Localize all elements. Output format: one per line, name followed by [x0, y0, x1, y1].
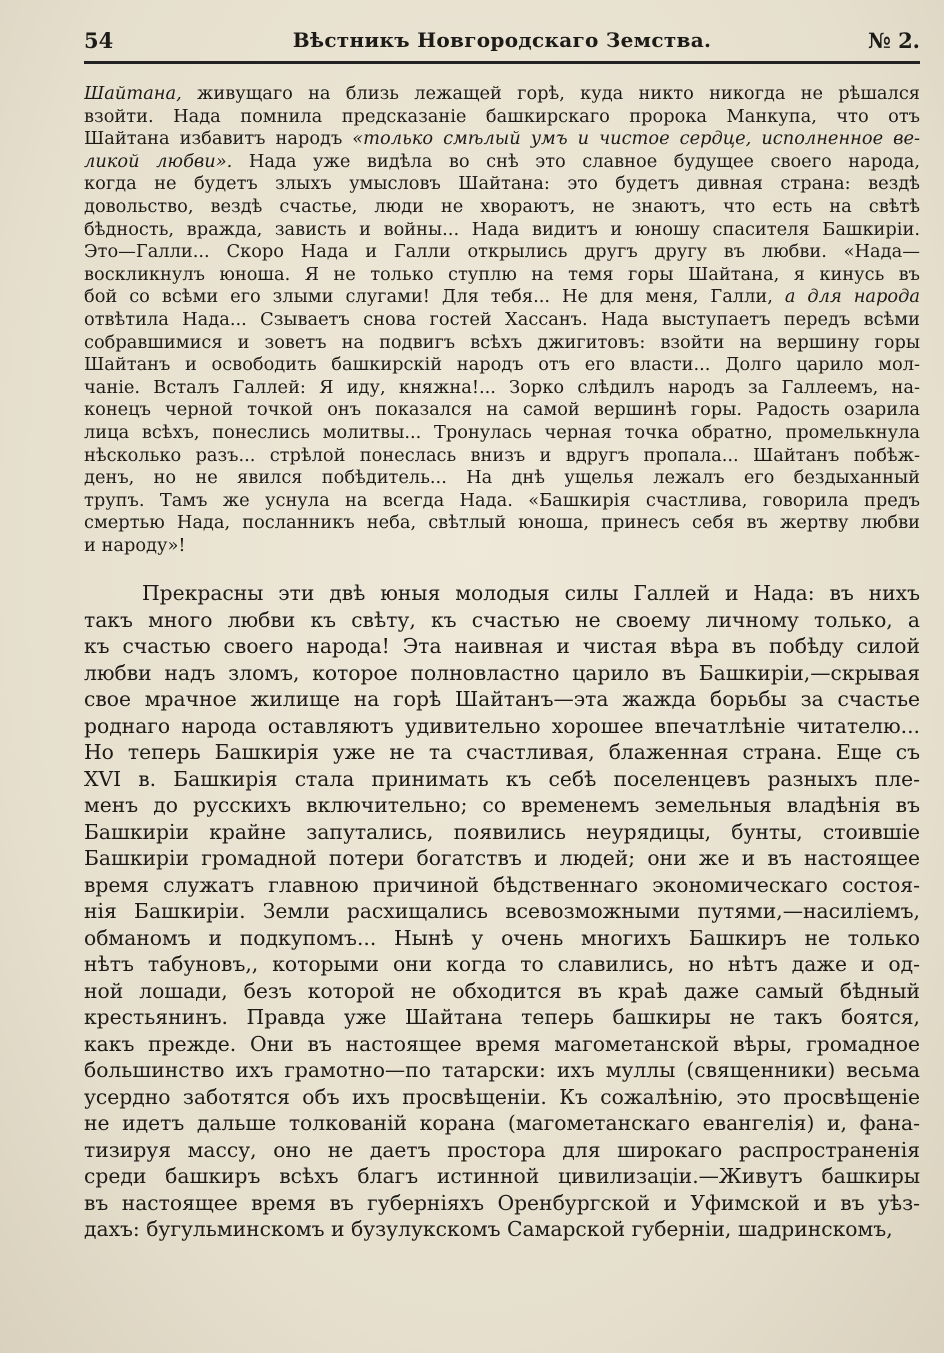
text-line [84, 512, 920, 535]
text-run: роднаго народа оставляютъ удивительно хорошее впечатлѣніе читателю... [84, 713, 920, 738]
text-line [84, 739, 920, 766]
text-line [84, 1084, 920, 1111]
text-line [84, 445, 920, 468]
text-run: «только смѣлый умъ и чистое сердце, исполненное ве- [352, 128, 920, 150]
text-run: живущаго на близь лежащей горѣ, куда никто никогда не рѣшался [181, 83, 920, 104]
text-run: Нада уже видѣла во снѣ это славное будущее своего народа, [232, 150, 920, 172]
text-line [84, 898, 920, 925]
text-run: Но теперь Башкирія уже не та счастливая, блаженная страна. Еще съ [84, 740, 920, 764]
text-run: довольство, вездѣ счастье, люди не хвораютъ, не знаютъ, что есть на свѣтѣ [84, 195, 920, 217]
text-line [84, 264, 920, 287]
text-run: такъ много любви къ свѣту, къ счастью не своему личному только, а [84, 607, 920, 632]
text-run: отвѣтила Нада... Сзываетъ снова гостей Хассанъ. Нада выступаетъ передъ всѣми [84, 308, 920, 330]
text-run: большинство ихъ грамотно—по татарски: ихъ муллы (священники) весьма [84, 1058, 920, 1082]
text-run: Шайтанъ и освободить башкирскій народъ отъ его власти... Долго царило мол- [84, 354, 920, 376]
text-line [84, 467, 920, 490]
text-line [84, 309, 920, 332]
text-line [84, 490, 920, 513]
text-line [84, 1110, 920, 1137]
text-run: не идетъ дальше толкованій корана (магометанскаго евангелія) и, фана- [84, 1111, 920, 1135]
text-run: Башкиріи крайне запутались, появились неурядицы, бунты, стоившіе [84, 819, 920, 844]
text-line [84, 1137, 920, 1164]
text-run: усердно заботятся объ ихъ просвѣщеніи. Къ сожалѣнію, это просвѣщеніе [84, 1084, 920, 1109]
text-line [84, 580, 920, 607]
text-run: смертью Нада, посланникъ неба, свѣтлый юноша, принесъ себя въ жертву любви [84, 512, 920, 534]
text-run: трупъ. Тамъ же уснула на всегда Нада. «Башкирія счастлива, говорила предъ [84, 489, 920, 511]
text-line [84, 354, 920, 377]
text-line [84, 978, 920, 1005]
text-line [84, 128, 920, 151]
text-line [84, 925, 920, 952]
text-line [84, 332, 920, 355]
paragraph-main-text [84, 580, 920, 1243]
text-line [84, 766, 920, 793]
text-line [84, 713, 920, 740]
text-run: Башкиріи громадной потери богатствъ и людей; они же и въ настоящее [84, 846, 920, 870]
text-line [84, 951, 920, 978]
text-run: свое мрачное жилище на горѣ Шайтанъ—эта жажда борьбы за счастье [84, 687, 920, 711]
text-run: взойти. Нада помнила предсказаніе башкирскаго пророка Манкупа, что отъ [84, 105, 920, 127]
text-line [84, 196, 920, 219]
text-line [84, 422, 920, 445]
text-run: тизируя массу, оно не даетъ простора для широкаго распространенія [84, 1137, 920, 1162]
text-run: когда не будетъ злыхъ умысловъ Шайтана: это будетъ дивная страна: вездѣ [84, 173, 920, 195]
text-run: въ настоящее время въ губерніяхъ Оренбургской и Уфимской и въ уѣз- [84, 1190, 920, 1215]
text-run: воскликнулъ юноша. Я не только ступлю на темя горы Шайтана, я кинусь въ [84, 263, 920, 285]
text-run: нѣсколько разъ... стрѣлой понеслась внизъ и вдругъ пропала... Шайтанъ побѣж- [84, 444, 920, 466]
text-line [84, 686, 920, 713]
text-run: среди башкиръ всѣхъ благъ истинной цивилизаціи.—Живутъ башкиры [84, 1164, 920, 1188]
text-run: денъ, но не явился побѣдитель... На днѣ ущелья лежалъ его бездыханный [84, 467, 920, 489]
text-run: обманомъ и подкупомъ... Нынѣ у очень многихъ Башкиръ не только [84, 925, 920, 950]
text-run: нія Башкиріи. Земли расхищались всевозможными путями,—насиліемъ, [84, 899, 920, 923]
text-run: время служатъ главною причиной бѣдственнаго экономическаго состоя- [84, 872, 920, 897]
text-line [84, 399, 920, 422]
text-line [84, 83, 920, 106]
text-run: XVI в. Башкирія стала принимать къ себѣ поселенцевъ разныхъ пле- [84, 766, 920, 791]
text-line [84, 1031, 920, 1058]
text-line [84, 241, 920, 264]
text-run: Это—Галли... Скоро Нада и Галли открылись другъ другу въ любви. «Нада— [84, 241, 920, 263]
text-run: любви надъ зломъ, которое полновластно царило въ Башкиріи,—скрывая [84, 660, 920, 685]
text-run: и народу»! [84, 534, 186, 556]
text-run: ликой любви». [84, 150, 233, 172]
text-line [84, 151, 920, 174]
journal-title: Вѣстникъ Новгородскаго Земства. [292, 28, 712, 52]
text-run: конецъ черной точкой онъ показался на самой вершинѣ горы. Радость озарила [84, 399, 920, 421]
text-run: Шайтана избавитъ народъ [84, 128, 353, 150]
text-line [84, 535, 920, 558]
paragraph-small-print [84, 83, 920, 557]
text-run: дахъ: бугульминскомъ и бузулукскомъ Самарской губерніи, шадринскомъ, [84, 1217, 893, 1241]
text-run: бѣдность, вражда, зависть и войны... Нада видитъ и юношу спасителя Башкиріи. [84, 218, 920, 240]
text-line [84, 1190, 920, 1217]
header-rule [84, 61, 920, 64]
text-line [84, 377, 920, 400]
text-line [84, 633, 920, 660]
text-line [84, 1163, 920, 1190]
text-run: лица всѣхъ, понеслись молитвы... Тронулась черная точка обратно, промелькнула [84, 421, 920, 443]
text-line [84, 1057, 920, 1084]
text-run: ной лошади, безъ которой не обходится въ краѣ даже самый бѣдный [84, 978, 920, 1003]
page-number: 54 [84, 28, 114, 53]
text-line [84, 819, 920, 846]
page-header [84, 28, 920, 60]
text-line [84, 872, 920, 899]
text-run: Шайтана, [84, 83, 182, 104]
text-run: Прекрасны эти двѣ юныя молодыя силы Галлей и Нада: въ нихъ [142, 581, 920, 605]
text-line [84, 173, 920, 196]
text-line [84, 1216, 920, 1243]
text-line [84, 792, 920, 819]
text-run: крестьянинъ. Правда уже Шайтана теперь башкиры не такъ боятся, [84, 1005, 920, 1029]
text-run: бой со всѣми его злыми слугами! Для тебя... Не для меня, Галли, [84, 286, 785, 308]
text-line [84, 106, 920, 129]
text-line [84, 845, 920, 872]
text-run: нѣтъ табуновъ,, которыми они когда то славились, но нѣтъ даже и од- [84, 952, 920, 976]
text-line [84, 219, 920, 242]
text-run: какъ прежде. Они въ настоящее время магометанской вѣры, громадное [84, 1031, 920, 1056]
text-line [84, 1004, 920, 1031]
text-run: а для народа [784, 286, 920, 308]
text-run: чаніе. Всталъ Галлей: Я иду, княжна!... Зорко слѣдилъ народъ за Галлеемъ, на- [84, 376, 920, 398]
text-line [84, 286, 920, 309]
text-run: собравшимися и зоветъ на подвигъ всѣхъ джигитовъ: взойти на вершину горы [84, 331, 920, 353]
text-run: къ счастью своего народа! Эта наивная и чистая вѣра въ побѣду силой [84, 634, 920, 658]
text-run: менъ до русскихъ включительно; со временемъ земельныя владѣнія въ [84, 793, 920, 817]
text-line [84, 607, 920, 634]
issue-number: № 2. [867, 28, 920, 53]
text-line [84, 660, 920, 687]
